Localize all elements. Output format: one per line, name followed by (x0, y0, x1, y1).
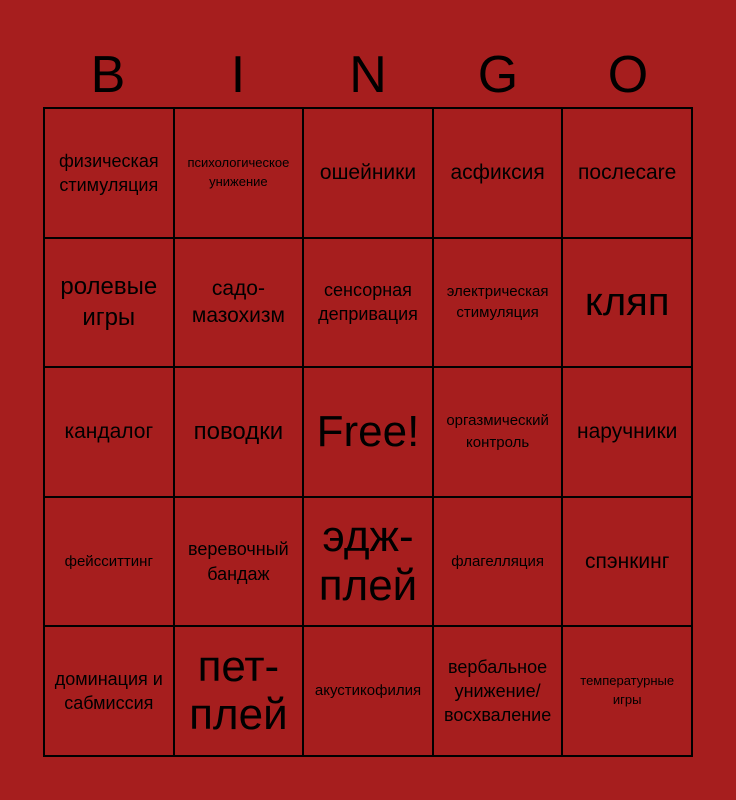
cell-text: веревочный бандаж (188, 539, 289, 584)
cell-text: пет-плей (189, 641, 288, 740)
bingo-cell[interactable] (44, 108, 174, 238)
bingo-cell[interactable] (562, 367, 692, 497)
bingo-cell[interactable] (44, 626, 174, 756)
cell-text: температурные игры (580, 673, 675, 708)
cell-text: физическая стимуляция (59, 150, 159, 195)
bingo-cell[interactable] (562, 238, 692, 368)
bingo-cell[interactable] (44, 238, 174, 368)
bingo-cell[interactable] (303, 626, 433, 756)
bingo-header (43, 40, 693, 110)
bingo-cell[interactable] (174, 367, 304, 497)
bingo-cell[interactable] (44, 497, 174, 627)
cell-text: электрическая стимуляция (446, 282, 549, 322)
bingo-cell[interactable] (433, 626, 563, 756)
bingo-cell[interactable] (562, 497, 692, 627)
cell-text: эдж-плей (318, 512, 418, 610)
cell-text: послесare (578, 161, 677, 185)
cell-text: асфиксия (450, 161, 545, 185)
header-letter-i: I (230, 46, 246, 104)
cell-text: оргазмический контроль (446, 412, 549, 451)
free-space-text: Free! (316, 406, 420, 456)
bingo-cell[interactable] (562, 626, 692, 756)
bingo-cell[interactable] (303, 108, 433, 238)
bingo-cell[interactable] (562, 108, 692, 238)
cell-text: поводки (193, 418, 284, 446)
bingo-cell[interactable] (174, 238, 304, 368)
cell-text: спэнкинг (585, 549, 670, 573)
bingo-cell[interactable] (303, 238, 433, 368)
bingo-cell[interactable] (174, 108, 304, 238)
cell-text: акустикофилия (314, 682, 422, 700)
bingo-cell[interactable] (174, 626, 304, 756)
cell-text: фейсситтинг (64, 552, 153, 570)
cell-text: психологическое унижение (187, 154, 290, 189)
bingo-cell[interactable] (44, 367, 174, 497)
header-letter-n: N (349, 46, 387, 104)
bingo-cell[interactable] (433, 367, 563, 497)
cell-text: вербальное унижение/ восхваление (443, 656, 552, 726)
header-letter-o: O (607, 46, 649, 104)
cell-text: ошейники (319, 161, 417, 185)
bingo-cell[interactable] (433, 497, 563, 627)
cell-text: кандалог (64, 420, 154, 444)
bingo-grid (43, 107, 693, 757)
bingo-cell[interactable] (303, 497, 433, 627)
bingo-cell[interactable] (433, 108, 563, 238)
bingo-cell[interactable] (174, 497, 304, 627)
free-space-cell[interactable] (303, 367, 433, 497)
cell-text: наручники (576, 420, 678, 444)
bingo-cell[interactable] (433, 238, 563, 368)
cell-text: садо-мазохизм (191, 277, 285, 328)
cell-text: ролевые игры (60, 273, 158, 332)
cell-text: доминация и сабмиссия (54, 668, 163, 714)
cell-text: кляп (584, 280, 670, 325)
cell-text: флагелляция (451, 552, 544, 570)
cell-text: сенсорная депривация (318, 280, 418, 325)
header-letter-g: G (477, 46, 519, 104)
header-letter-b: B (90, 46, 126, 104)
